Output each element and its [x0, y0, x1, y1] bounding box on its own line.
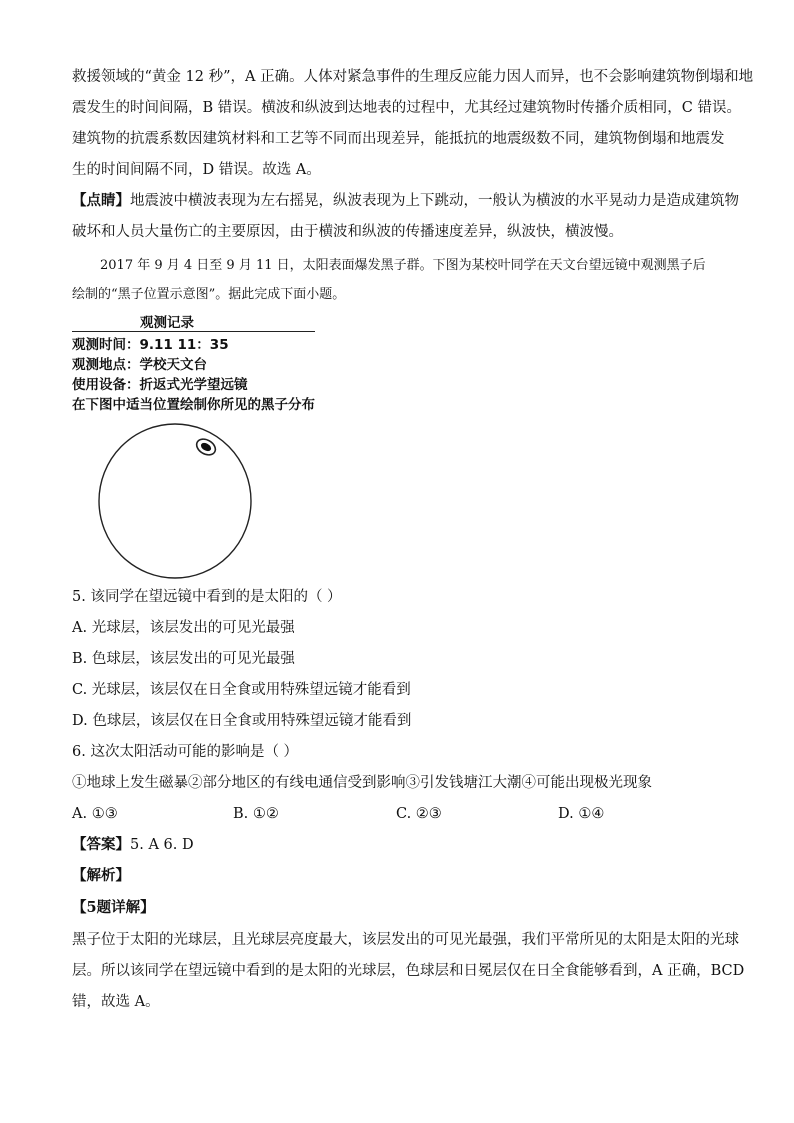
option-b: B. ①② [233, 806, 279, 822]
text-line [72, 191, 739, 211]
sun-disk-diagram [90, 415, 270, 585]
observation-place: 观测地点：学校天文台 [72, 357, 207, 373]
observation-device: 使用设备：折返式光学望远镜 [72, 377, 248, 393]
text-line: 救援领域的“黄金 12 秒”，A 正确。人体对紧急事件的生理反应能力因人而异，也不会影响建筑物倒塌和地 [72, 69, 754, 85]
question-stem: 6. 这次太阳活动可能的影响是（ ） [72, 744, 299, 760]
text-line: 建筑物的抗震系数因建筑材料和工艺等不同而出现差异，能抵抗的地震级数不同，建筑物倒塌和地震发 [72, 131, 725, 147]
text-line: 绘制的“黑子位置示意图”。据此完成下面小题。 [72, 287, 346, 302]
sunspot-umbra [199, 441, 212, 453]
answer-line [72, 835, 194, 855]
text-line: 错，故选 A。 [72, 994, 160, 1010]
text-line: 破坏和人员大量伤亡的主要原因，由于横波和纵波的传播速度差异，纵波快，横波慢。 [72, 224, 623, 240]
text-line: 2017 年 9 月 4 日至 9 月 11 日，太阳表面爆发黑子群。下图为某校叶同学在天文台望远镜中观测黑子后 [100, 258, 706, 273]
dianjing-text: 地震波中横波表现为左右摇晃，纵波表现为上下跳动，一般认为横波的水平晃动力是造成建筑物 [130, 193, 739, 209]
text-line: 生的时间间隔不同，D 错误。故选 A。 [72, 162, 321, 178]
text-line: 黑子位于太阳的光球层，且光球层亮度最大，该层发出的可见光最强，我们平常所见的太阳是太阳的光球 [72, 932, 739, 948]
option-d: D. ①④ [558, 806, 605, 822]
option-c: C. 光球层，该层仅在日全食或用特殊望远镜才能看到 [72, 682, 411, 698]
text-line: 震发生的时间间隔，B 错误。横波和纵波到达地表的过程中，尤其经过建筑物时传播介质相同，C 错误。 [72, 100, 741, 116]
option-d: D. 色球层，该层仅在日全食或用特殊望远镜才能看到 [72, 713, 412, 729]
sun-circle [99, 424, 251, 578]
detail-tag: 【5题详解】 [72, 899, 155, 916]
answer-text: 5. A 6. D [130, 837, 194, 853]
answer-tag: 【答案】 [72, 836, 130, 853]
dianjing-tag: 【点睛】 [72, 192, 130, 209]
figure-instruction: 在下图中适当位置绘制你所见的黑子分布 [72, 397, 315, 413]
question-stem: 5. 该同学在望远镜中看到的是太阳的（ ） [72, 589, 342, 605]
option-a: A. ①③ [72, 806, 118, 822]
figure-title: 观测记录 [140, 315, 194, 331]
option-a: A. 光球层，该层发出的可见光最强 [72, 620, 295, 636]
text-line: 层。所以该同学在望远镜中看到的是太阳的光球层，色球层和日冕层仅在日全食能够看到，A 正确，BCD [72, 963, 745, 979]
option-b: B. 色球层，该层发出的可见光最强 [72, 651, 295, 667]
title-underline [72, 331, 315, 332]
analysis-tag: 【解析】 [72, 867, 130, 884]
question-items: ①地球上发生磁暴②部分地区的有线电通信受到影响③引发钱塘江大潮④可能出现极光现象 [72, 775, 652, 791]
observation-time: 观测时间：9.11 11：35 [72, 337, 229, 353]
option-c: C. ②③ [396, 806, 442, 822]
